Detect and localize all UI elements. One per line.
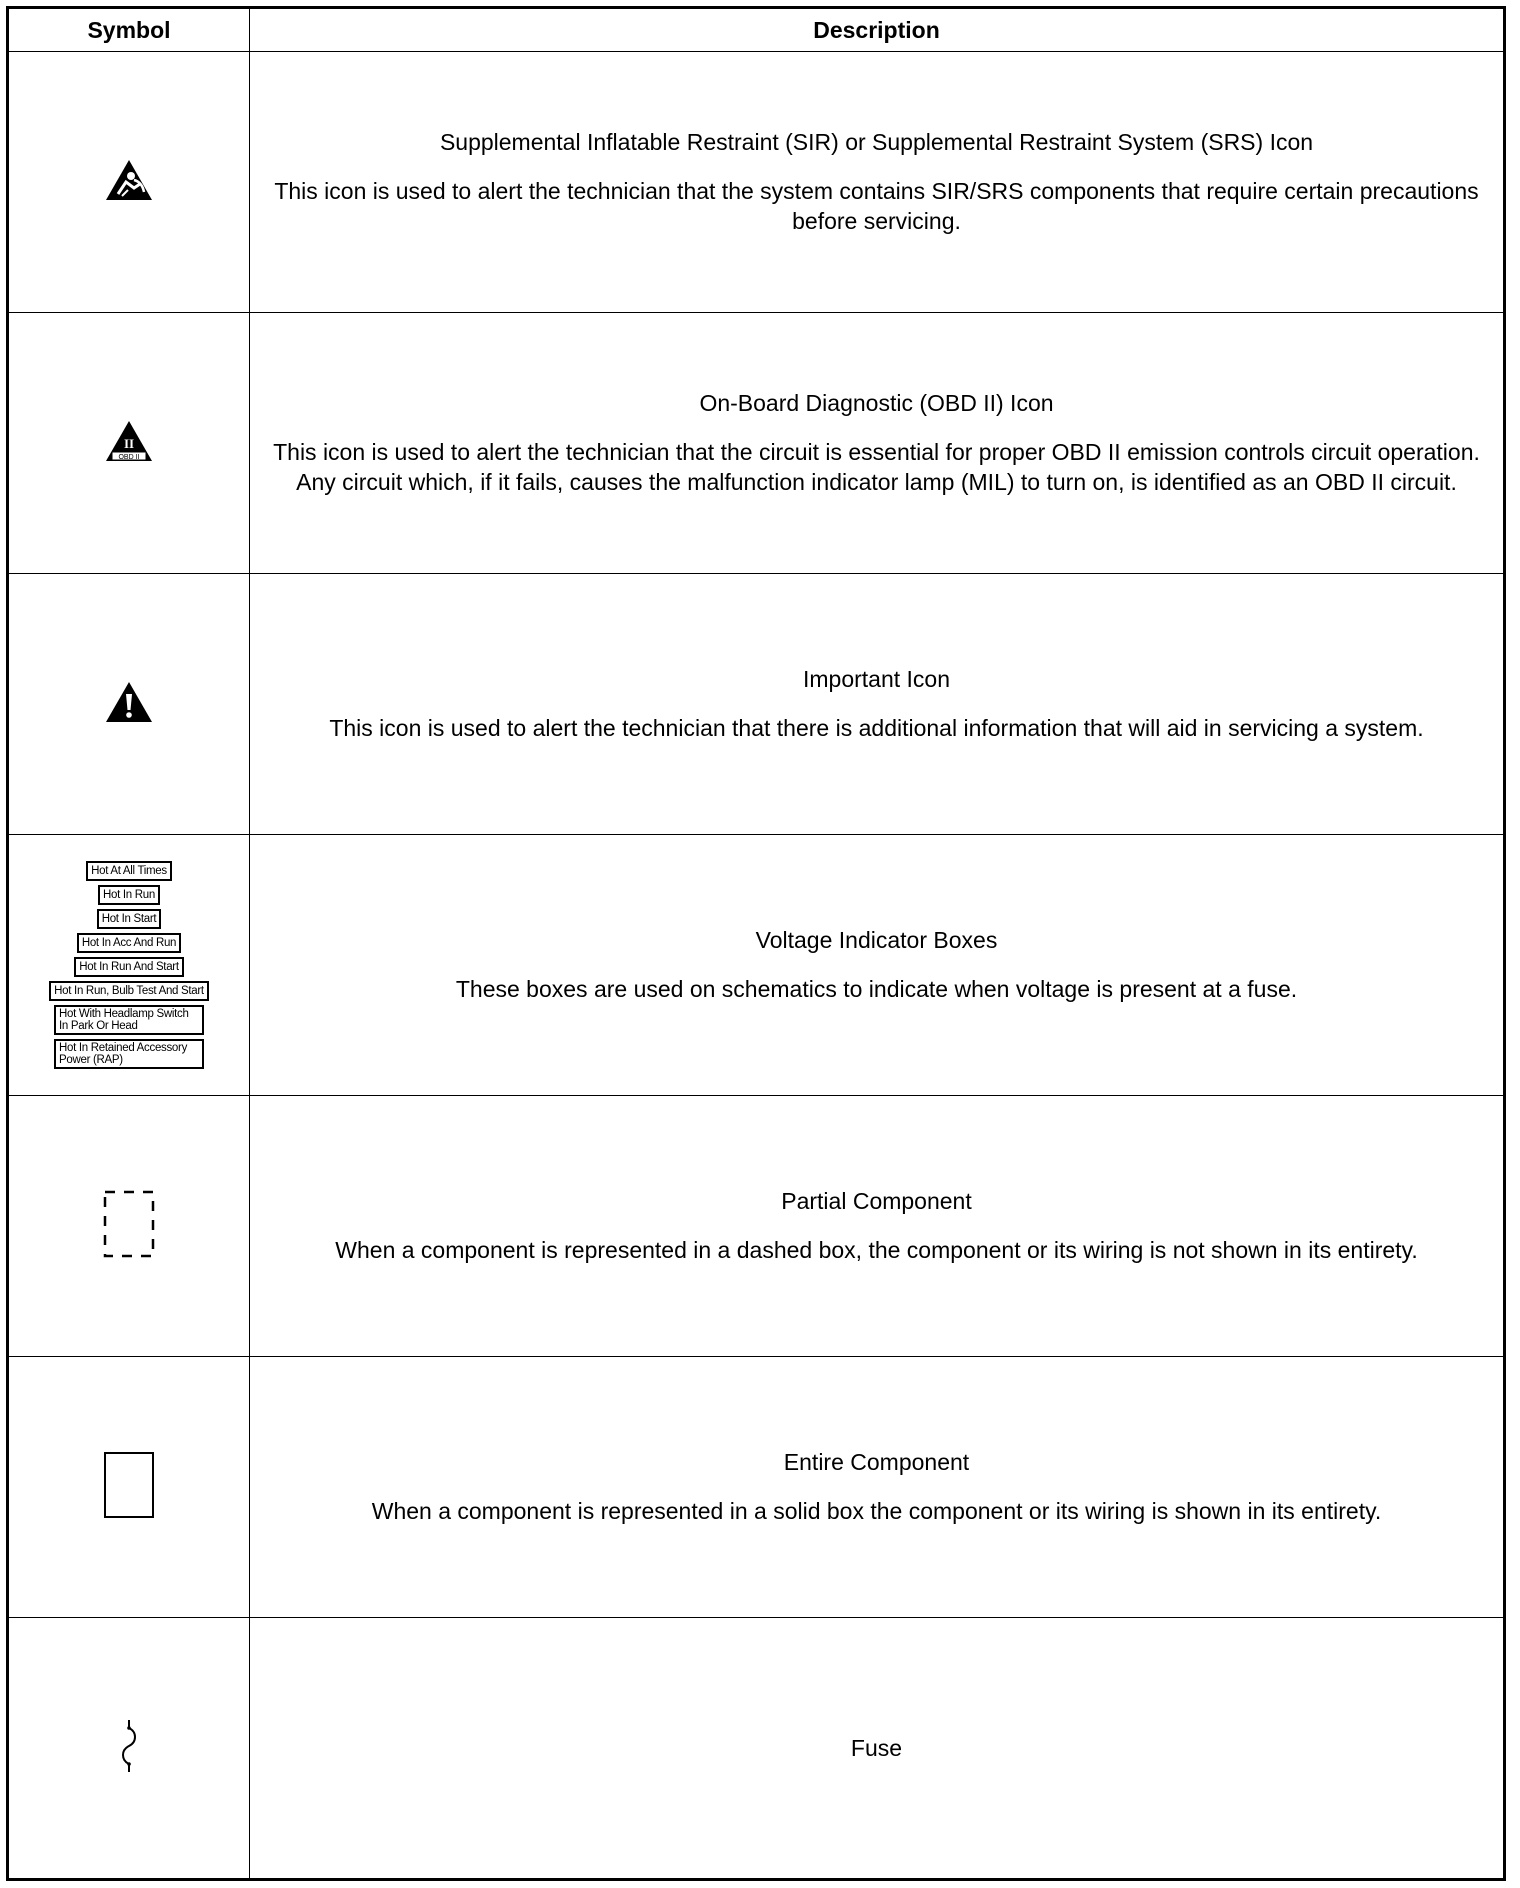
obd-ii-warning-icon xyxy=(104,419,154,463)
voltage-box: Hot In Run, Bulb Test And Start xyxy=(49,981,209,1001)
description-cell xyxy=(250,313,1505,574)
voltage-box: Hot At All Times xyxy=(86,861,172,881)
description-cell xyxy=(250,1357,1505,1618)
table-row xyxy=(8,1618,1505,1880)
voltage-box: Hot In Run And Start xyxy=(74,957,183,977)
voltage-box: Hot With Headlamp Switch In Park Or Head xyxy=(54,1005,204,1035)
dashed-box-icon xyxy=(103,1190,155,1258)
symbol-cell xyxy=(8,835,250,1096)
description-body: This icon is used to alert the technician that there is additional information that will aid in servicing a system. xyxy=(329,714,1424,741)
description-body: When a component is represented in a dashed box, the component or its wiring is not shown in its entirety. xyxy=(335,1236,1418,1263)
table-row xyxy=(8,1357,1505,1618)
description-title: Partial Component xyxy=(781,1187,972,1214)
description-title: Fuse xyxy=(850,1734,903,1761)
symbol-cell xyxy=(8,1357,250,1618)
description-cell xyxy=(250,1618,1505,1880)
symbol-cell xyxy=(8,52,250,313)
description-body: This icon is used to alert the technician that the circuit is essential for proper OBD II emission controls circuit operation. Any circuit which, if it fails, causes the malfunction indicator lamp (MIL) to turn on, is identified as an OBD II circuit. xyxy=(273,438,1480,495)
voltage-box: Hot In Acc And Run xyxy=(77,933,181,953)
header-row xyxy=(8,8,1505,52)
important-warning-icon xyxy=(104,680,154,724)
voltage-box: Hot In Run xyxy=(98,885,160,905)
solid-box-icon xyxy=(103,1451,155,1519)
table-row xyxy=(8,835,1505,1096)
svg-text:OBD II: OBD II xyxy=(118,453,140,461)
description-title: Supplemental Inflatable Restraint (SIR) or Supplemental Restraint System (SRS) Icon xyxy=(439,128,1314,155)
fuse-icon xyxy=(119,1720,139,1772)
table-row xyxy=(8,1096,1505,1357)
sir-srs-airbag-warning-icon xyxy=(104,158,154,202)
description-body: When a component is represented in a solid box the component or its wiring is shown in its entirety. xyxy=(371,1497,1382,1524)
symbol-cell xyxy=(8,1618,250,1880)
description-cell xyxy=(250,1096,1505,1357)
symbol-cell xyxy=(8,574,250,835)
description-title: Important Icon xyxy=(802,665,951,692)
table-row xyxy=(8,52,1505,313)
symbol-legend-table xyxy=(6,6,1506,1881)
description-cell xyxy=(250,835,1505,1096)
description-body: These boxes are used on schematics to indicate when voltage is present at a fuse. xyxy=(455,975,1298,1002)
description-cell xyxy=(250,52,1505,313)
description-cell xyxy=(250,574,1505,835)
table-row xyxy=(8,574,1505,835)
description-title: On-Board Diagnostic (OBD II) Icon xyxy=(699,389,1054,416)
voltage-indicator-boxes xyxy=(9,861,249,1069)
symbol-cell xyxy=(8,1096,250,1357)
svg-text:II: II xyxy=(123,435,135,451)
header-symbol: Symbol xyxy=(8,8,250,52)
description-body: This icon is used to alert the technician that the system contains SIR/SRS components that require certain precautions before servicing. xyxy=(274,177,1479,234)
voltage-box: Hot In Retained Accessory Power (RAP) xyxy=(54,1039,204,1069)
header-description: Description xyxy=(250,8,1505,52)
table-row xyxy=(8,313,1505,574)
description-title: Voltage Indicator Boxes xyxy=(755,926,998,953)
symbol-cell xyxy=(8,313,250,574)
voltage-box: Hot In Start xyxy=(97,909,162,929)
description-title: Entire Component xyxy=(783,1448,970,1475)
